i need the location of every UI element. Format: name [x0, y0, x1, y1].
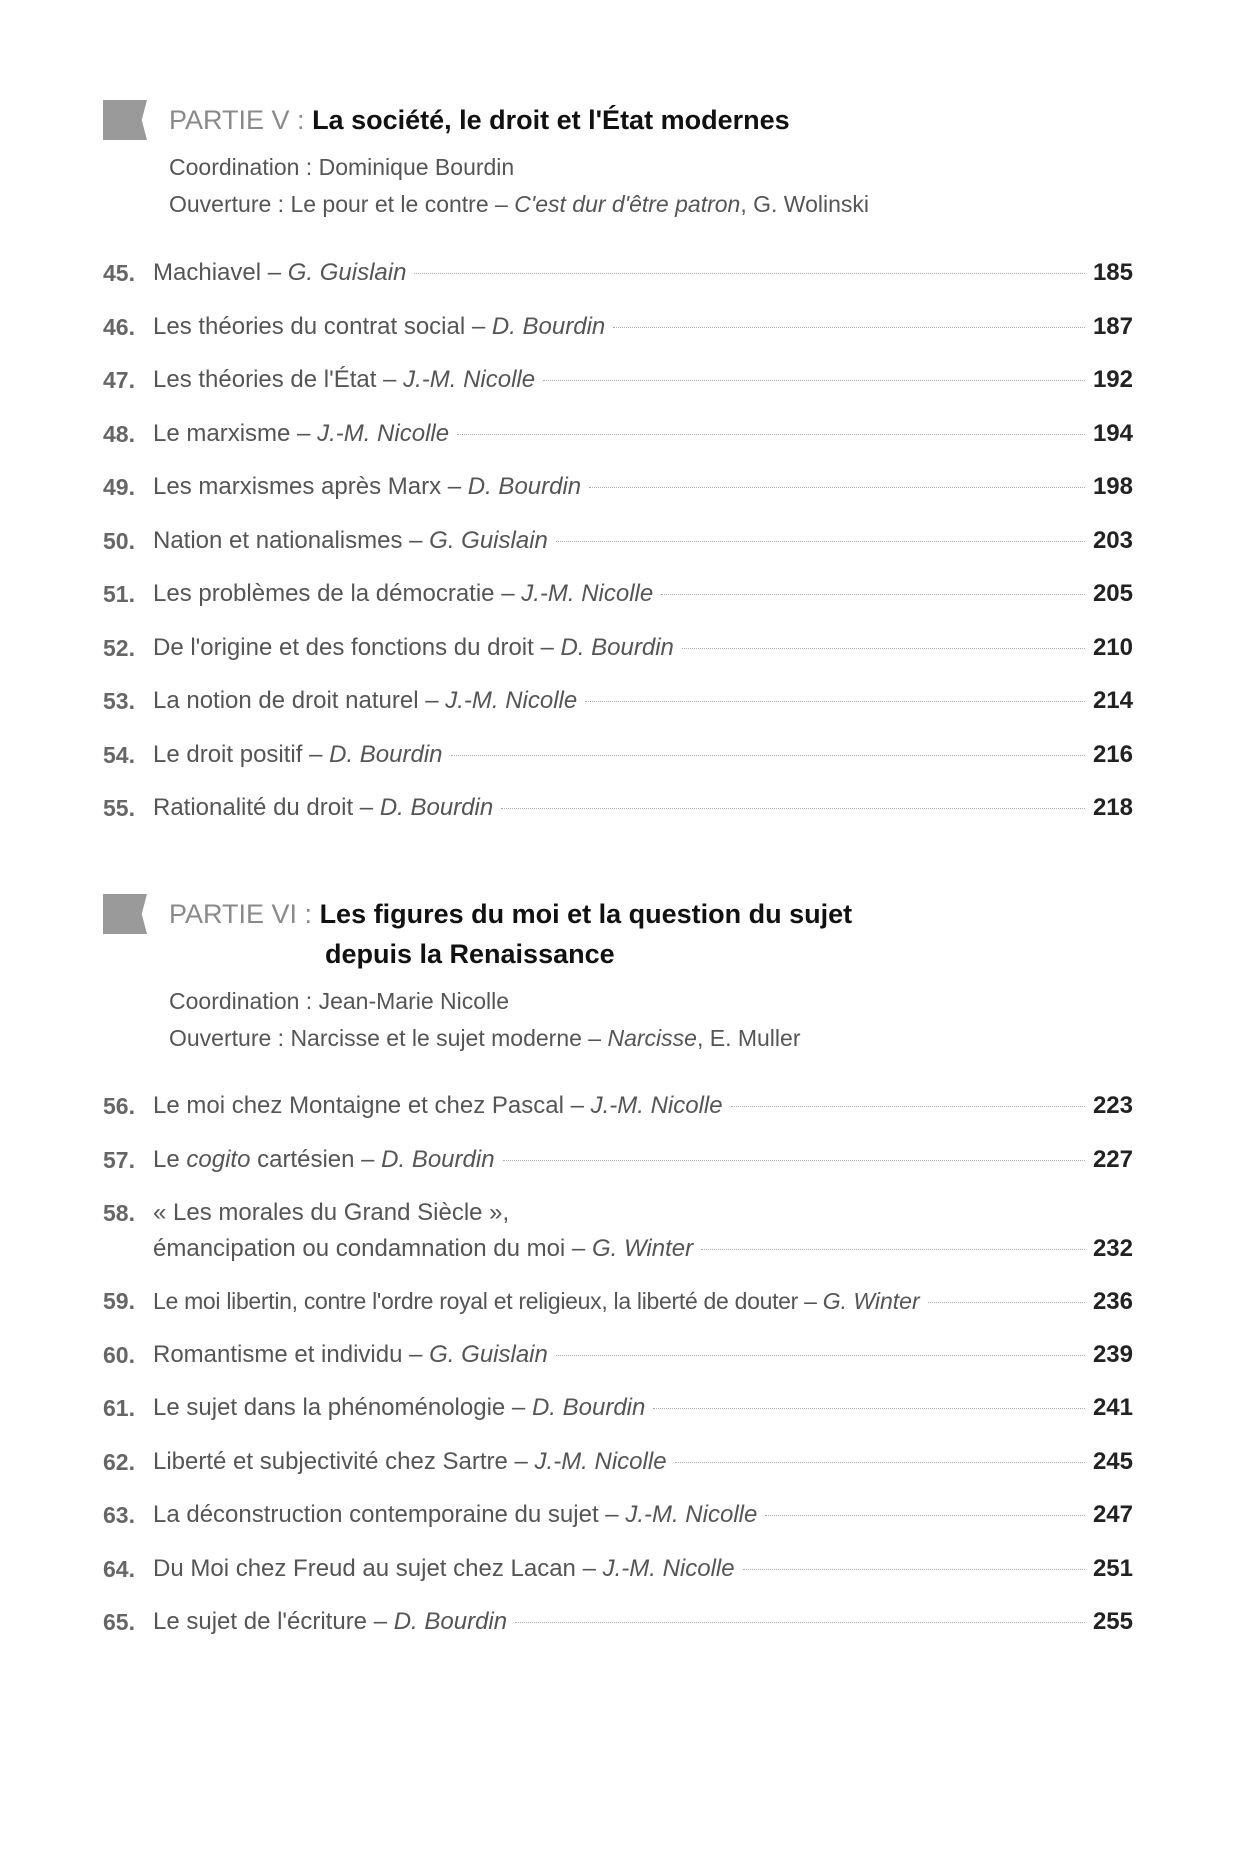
coordination-name: Dominique Bourdin [318, 154, 515, 180]
entry-title: Le droit positif – [153, 740, 330, 768]
entry-number: 55. [103, 795, 135, 821]
entry-page: 255 [1092, 1608, 1133, 1635]
entry-title: La déconstruction contemporaine du sujet – [153, 1501, 626, 1528]
dot-leader [701, 1249, 1085, 1250]
dot-leader [589, 487, 1085, 488]
coordination-label: Coordination : [169, 154, 319, 180]
entry-page: 236 [1092, 1288, 1133, 1315]
ouverture-text: Le pour et le contre – [290, 191, 515, 217]
toc-entry[interactable] [103, 519, 1133, 573]
ouverture-label: Ouverture : [169, 191, 291, 217]
toc-entry[interactable] [103, 251, 1133, 305]
entry-title: Le marxisme – [153, 419, 318, 447]
part-title [169, 894, 852, 934]
entry-title: Nation et nationalismes – [153, 526, 430, 554]
entry-page: 203 [1092, 526, 1133, 554]
part-title [169, 100, 790, 140]
entry-title-line1: « Les morales du Grand Siècle », [153, 1199, 510, 1226]
entry-title: Le sujet dans la phénoménologie – [153, 1394, 532, 1421]
entry-page: 218 [1092, 794, 1133, 821]
entry-page: 192 [1092, 366, 1133, 393]
entry-page: 185 [1092, 259, 1133, 286]
dot-leader [414, 273, 1085, 274]
entry-title-prefix: Le [153, 1145, 187, 1173]
dot-leader [928, 1302, 1085, 1303]
entry-title: Rationalité du droit – [153, 794, 380, 821]
toc-entry[interactable] [103, 358, 1133, 412]
toc-entry[interactable] [103, 1138, 1133, 1192]
entry-author: J.-M. Nicolle [534, 1447, 667, 1475]
ouverture-work: Narcisse [607, 1025, 697, 1051]
entry-number: 49. [103, 474, 135, 500]
dot-leader [743, 1569, 1085, 1570]
entry-title: De l'origine et des fonctions du droit – [153, 633, 561, 661]
entry-author: G. Winter [591, 1235, 694, 1262]
part-vi-section [103, 894, 1133, 1635]
entry-author: D. Bourdin [379, 794, 494, 821]
entry-page: 232 [1092, 1235, 1133, 1262]
ouverture-author: , E. Muller [696, 1025, 801, 1051]
dot-leader [503, 1160, 1085, 1161]
toc-entry[interactable] [103, 1279, 1133, 1333]
entry-author: G. Winter [822, 1288, 920, 1314]
entry-page: 227 [1092, 1145, 1133, 1173]
part-v-section [103, 100, 1133, 821]
entries-list [103, 251, 1133, 840]
toc-entry[interactable] [103, 572, 1133, 626]
toc-entry[interactable] [103, 1191, 1133, 1279]
entry-title: Les problèmes de la démocratie – [153, 580, 522, 607]
entry-page: 223 [1092, 1092, 1133, 1119]
entry-author: J.-M. Nicolle [403, 366, 536, 393]
entry-author: D. Bourdin [393, 1608, 508, 1635]
entry-page: 251 [1092, 1554, 1133, 1582]
entry-title: Le sujet de l'écriture – [153, 1608, 394, 1635]
ouverture-line [169, 1020, 800, 1057]
entry-title: Les marxismes après Marx – [153, 473, 468, 500]
toc-entry[interactable] [103, 1600, 1133, 1654]
entry-author: D. Bourdin [329, 740, 443, 768]
ouverture-work: C'est dur d'être patron [514, 191, 741, 217]
part-heading [103, 100, 1133, 140]
toc-entry[interactable] [103, 786, 1133, 840]
dot-leader [515, 1622, 1085, 1623]
entry-number: 57. [103, 1146, 135, 1173]
part-name: La société, le droit et l'État modernes [312, 105, 790, 135]
toc-entry[interactable] [103, 1440, 1133, 1494]
entry-number: 48. [103, 420, 135, 447]
entry-author: J.-M. Nicolle [445, 687, 578, 714]
entry-number: 59. [103, 1288, 135, 1314]
entry-title: Romantisme et individu – [153, 1340, 430, 1368]
entry-number: 47. [103, 367, 135, 393]
ouverture-author: , G. Wolinski [740, 191, 869, 217]
entry-title: Liberté et subjectivité chez Sartre – [153, 1447, 535, 1475]
dot-leader [765, 1515, 1085, 1516]
toc-entry[interactable] [103, 1333, 1133, 1387]
dot-leader [675, 1462, 1085, 1463]
toc-entry[interactable] [103, 465, 1133, 519]
part-label: PARTIE V : [169, 105, 305, 135]
entry-page: 210 [1092, 633, 1133, 661]
entries-list [103, 1084, 1133, 1654]
entry-author: J.-M. Nicolle [590, 1092, 723, 1119]
entry-author: J.-M. Nicolle [317, 419, 450, 447]
entry-number: 61. [103, 1395, 135, 1421]
entry-number: 56. [103, 1093, 135, 1119]
coordination-line [169, 983, 509, 1020]
entry-number: 45. [103, 260, 135, 286]
dot-leader [457, 434, 1085, 435]
toc-entry[interactable] [103, 1386, 1133, 1440]
entry-page: 247 [1092, 1501, 1133, 1528]
entry-page: 241 [1092, 1394, 1133, 1421]
toc-entry[interactable] [103, 1547, 1133, 1601]
entry-author: J.-M. Nicolle [602, 1554, 735, 1582]
entry-number: 65. [103, 1609, 135, 1635]
entry-title: Du Moi chez Freud au sujet chez Lacan – [153, 1554, 603, 1582]
entry-page: 198 [1092, 473, 1133, 500]
entry-author: J.-M. Nicolle [625, 1501, 758, 1528]
part-name: Les figures du moi et la question du sujet [319, 899, 853, 929]
dot-leader [731, 1106, 1085, 1107]
entry-author: G. Guislain [429, 1340, 548, 1368]
entry-title-italic: cogito [186, 1145, 251, 1173]
entry-page: 239 [1092, 1340, 1133, 1368]
entry-number: 64. [103, 1555, 135, 1582]
part-heading [103, 894, 1133, 969]
part-title-continuation: depuis la Renaissance [325, 939, 615, 969]
entry-number: 60. [103, 1341, 135, 1368]
entry-number: 62. [103, 1448, 135, 1475]
entry-title: émancipation ou condamnation du moi – [153, 1235, 592, 1262]
entry-author: D. Bourdin [467, 473, 582, 500]
entry-page: 187 [1092, 312, 1133, 340]
entry-title: Les théories de l'État – [153, 366, 404, 393]
entry-number: 54. [103, 741, 135, 768]
entry-author: D. Bourdin [381, 1145, 495, 1173]
ouverture-line [169, 186, 869, 223]
coordination-name: Jean-Marie Nicolle [318, 988, 510, 1014]
entry-title: Le moi libertin, contre l'ordre royal et religieux, la liberté de douter – [153, 1288, 823, 1314]
entry-page: 214 [1092, 687, 1133, 714]
entry-author: G. Guislain [429, 526, 548, 554]
part-marker-tab [103, 100, 147, 140]
toc-entry[interactable] [103, 412, 1133, 466]
entry-title: Le moi chez Montaigne et chez Pascal – [153, 1092, 591, 1119]
toc-entry[interactable] [103, 1493, 1133, 1547]
entry-page: 194 [1092, 419, 1133, 447]
dot-leader [661, 594, 1085, 595]
entry-number: 63. [103, 1502, 135, 1528]
toc-entry[interactable] [103, 733, 1133, 787]
dot-leader [501, 808, 1085, 809]
dot-leader [682, 648, 1085, 649]
coordination-line [169, 149, 514, 186]
dot-leader [543, 380, 1085, 381]
entry-number: 51. [103, 581, 135, 607]
entry-title: La notion de droit naturel – [153, 687, 446, 714]
dot-leader [451, 755, 1085, 756]
entry-number: 58. [103, 1200, 135, 1226]
entry-title: Machiavel – [153, 259, 288, 286]
dot-leader [585, 701, 1085, 702]
entry-author: G. Guislain [287, 259, 407, 286]
dot-leader [556, 1355, 1085, 1356]
entry-author: J.-M. Nicolle [521, 580, 654, 607]
ouverture-label: Ouverture : [169, 1025, 291, 1051]
part-label: PARTIE VI : [169, 899, 313, 929]
entry-page: 205 [1092, 580, 1133, 607]
toc-entry[interactable] [103, 679, 1133, 733]
entry-number: 53. [103, 688, 135, 714]
entry-title: Les théories du contrat social – [153, 312, 492, 340]
entry-author: D. Bourdin [531, 1394, 646, 1421]
dot-leader [556, 541, 1085, 542]
coordination-label: Coordination : [169, 988, 319, 1014]
toc-entry[interactable] [103, 1084, 1133, 1138]
entry-page: 216 [1092, 740, 1133, 768]
entry-number: 52. [103, 634, 135, 661]
dot-leader [653, 1408, 1085, 1409]
toc-entry[interactable] [103, 305, 1133, 359]
entry-author: D. Bourdin [560, 633, 674, 661]
entry-number: 46. [103, 313, 135, 340]
toc-entry[interactable] [103, 626, 1133, 680]
dot-leader [613, 327, 1085, 328]
entry-number: 50. [103, 527, 135, 554]
entry-page: 245 [1092, 1447, 1133, 1475]
entry-author: D. Bourdin [491, 312, 606, 340]
entry-title: cartésien – [250, 1145, 382, 1173]
ouverture-text: Narcisse et le sujet moderne – [290, 1025, 608, 1051]
part-marker-tab [103, 894, 147, 934]
